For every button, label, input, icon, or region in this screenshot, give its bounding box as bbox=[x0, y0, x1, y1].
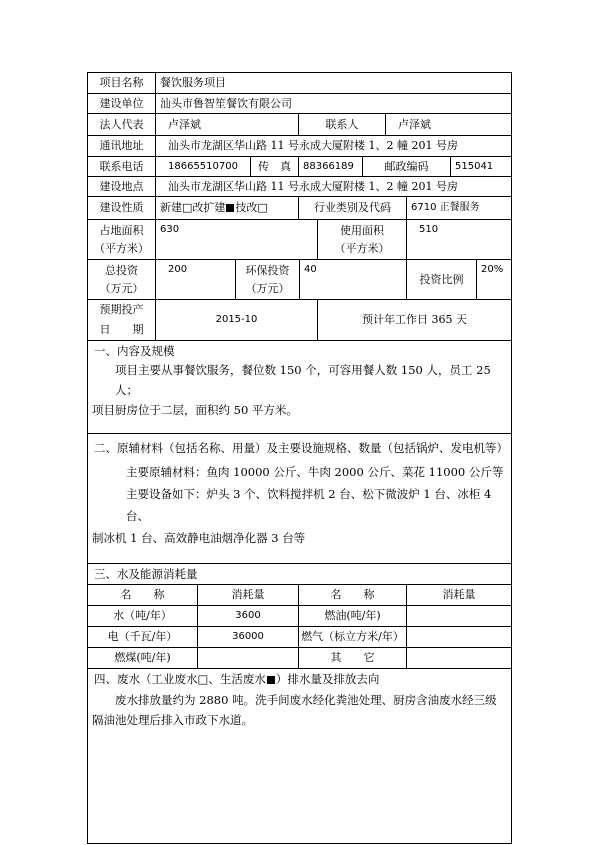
location-label: 建设地点 bbox=[99, 179, 144, 193]
use-area-label-2: （平方米） bbox=[334, 241, 390, 255]
env-investment-label bbox=[235, 260, 299, 299]
investment-ratio-label: 投资比例 bbox=[406, 260, 476, 299]
energy-name2: 燃气（标立方米/年） bbox=[298, 627, 406, 647]
fax-value: 88366189 bbox=[298, 157, 362, 176]
section2-body bbox=[92, 461, 507, 549]
land-area-label-1: 占地面积 bbox=[99, 223, 144, 237]
energy-table-header bbox=[88, 584, 511, 605]
section4-title-pre: 四、废水（工业废水□、生活废水 bbox=[94, 672, 266, 686]
total-investment-value: 200 bbox=[155, 260, 235, 299]
address-label: 通讯地址 bbox=[99, 139, 144, 152]
fax-label: 传 真 bbox=[250, 157, 298, 176]
production-date-label-1: 预期投产 bbox=[99, 303, 144, 316]
production-date-label-2: 日 期 bbox=[99, 323, 144, 336]
address-value: 汕头市龙湖区华山路 11 号永成大厦附楼 1、2 幢 201 号房 bbox=[155, 136, 511, 156]
contact-label: 联系人 bbox=[298, 114, 385, 135]
row-location bbox=[88, 176, 511, 196]
energy-name: 水（吨/年） bbox=[113, 609, 172, 622]
energy-amount: 3600 bbox=[197, 606, 298, 626]
section4-title bbox=[94, 671, 379, 687]
checked-box-icon bbox=[267, 676, 275, 684]
section-materials-equipment bbox=[88, 433, 511, 563]
energy-row bbox=[88, 626, 511, 647]
builder-label: 建设单位 bbox=[99, 96, 144, 110]
row-phone bbox=[88, 156, 511, 176]
energy-row bbox=[88, 647, 511, 668]
energy-name: 电（千瓦/年） bbox=[107, 630, 178, 643]
postal-value: 515041 bbox=[450, 157, 511, 176]
land-area-label bbox=[88, 220, 155, 259]
section1-title: 一、内容及规模 bbox=[94, 344, 175, 358]
section2-line1: 主要原辅材料：鱼肉 10000 公斤、牛肉 2000 公斤、菜花 11000 公斤等 bbox=[126, 465, 504, 479]
use-area-value: 510 bbox=[406, 220, 511, 259]
section2-title: 二、原辅材料（包括名称、用量）及主要设施规格、数量（包括锅炉、发电机等） bbox=[94, 441, 508, 455]
row-project-name bbox=[88, 73, 511, 93]
postal-label: 邮政编码 bbox=[362, 157, 450, 176]
location-value: 汕头市龙湖区华山路 11 号永成大厦附楼 1、2 幢 201 号房 bbox=[155, 177, 511, 196]
land-area-value: 630 bbox=[155, 220, 317, 259]
row-nature bbox=[88, 196, 511, 219]
env-investment-label-1: 环保投资 bbox=[245, 263, 290, 277]
row-investment bbox=[88, 259, 511, 299]
builder-value: 汕头市鲁智笙餐饮有限公司 bbox=[155, 94, 511, 113]
energy-name2: 燃油(吨/年) bbox=[298, 606, 406, 626]
section1-line1: 项目主要从事餐饮服务，餐位数 150 个，可容用餐人数 150 人，员工 25 人； bbox=[115, 363, 491, 397]
section1-body bbox=[92, 360, 507, 420]
section4-body bbox=[92, 690, 507, 730]
production-date-value: 2015-10 bbox=[155, 300, 317, 340]
use-area-label bbox=[317, 220, 406, 259]
row-address bbox=[88, 135, 511, 156]
industry-label: 行业类别及代码 bbox=[298, 197, 406, 219]
production-date-label bbox=[88, 300, 155, 340]
energy-amount2 bbox=[406, 648, 511, 668]
section4-line1: 废水排放量约为 2880 吨。洗手间废水经化粪池处理、厨房含油废水经三级 bbox=[115, 693, 497, 707]
section4-title-post: ）排水量及排放去向 bbox=[275, 672, 380, 686]
contact-value: 卢泽斌 bbox=[385, 114, 511, 135]
section-wastewater bbox=[88, 668, 511, 845]
section1-line2: 项目厨房位于二层，面积约 50 平方米。 bbox=[92, 403, 298, 417]
energy-row bbox=[88, 605, 511, 626]
section4-line2: 隔油池处理后排入市政下水道。 bbox=[92, 713, 253, 727]
row-area bbox=[88, 219, 511, 259]
legal-rep-label: 法人代表 bbox=[99, 117, 144, 131]
phone-value: 18665510700 bbox=[155, 157, 250, 176]
land-area-label-2: （平方米） bbox=[94, 241, 149, 255]
nature-value-pre: 新建□改扩建 bbox=[160, 201, 226, 214]
section3-title: 三、水及能源消耗量 bbox=[94, 567, 198, 581]
nature-value-post: 技改□ bbox=[235, 201, 268, 214]
investment-ratio-value: 20% bbox=[476, 260, 511, 299]
nature-label: 建设性质 bbox=[99, 201, 144, 214]
total-investment-label-1: 总投资 bbox=[105, 263, 138, 277]
annual-workdays: 预计年工作日 365 天 bbox=[317, 300, 511, 340]
project-name-label: 项目名称 bbox=[99, 76, 144, 89]
project-name-value: 餐饮服务项目 bbox=[155, 73, 511, 93]
energy-col-name: 名 称 bbox=[120, 588, 165, 601]
energy-amount2 bbox=[406, 606, 511, 626]
energy-name2: 其 它 bbox=[298, 648, 406, 668]
legal-rep-value: 卢泽斌 bbox=[155, 114, 298, 135]
checked-box-icon bbox=[226, 204, 234, 212]
energy-amount2 bbox=[406, 627, 511, 647]
section2-line3: 制冰机 1 台、高效静电油烟净化器 3 台等 bbox=[92, 531, 306, 545]
env-investment-value: 40 bbox=[299, 260, 406, 299]
section2-line2: 主要设备如下：炉头 3 个、饮料搅拌机 2 台、松下微波炉 1 台、冰柜 4 台、 bbox=[126, 487, 492, 523]
total-investment-label-2: （万元） bbox=[99, 281, 144, 295]
energy-amount: 36000 bbox=[197, 627, 298, 647]
nature-value bbox=[155, 197, 298, 219]
energy-col-amount2: 消耗量 bbox=[406, 585, 511, 605]
energy-col-amount: 消耗量 bbox=[197, 585, 298, 605]
row-legal-rep bbox=[88, 113, 511, 135]
row-builder bbox=[88, 93, 511, 113]
phone-label: 联系电话 bbox=[99, 159, 144, 173]
section-water-energy-title bbox=[88, 563, 511, 584]
energy-name: 燃煤(吨/年) bbox=[114, 651, 171, 664]
env-investment-label-2: （万元） bbox=[245, 281, 290, 295]
project-info-form bbox=[87, 72, 512, 844]
energy-col-name2: 名 称 bbox=[298, 585, 406, 605]
section-content-scale bbox=[88, 340, 511, 433]
row-schedule bbox=[88, 299, 511, 340]
energy-amount bbox=[197, 648, 298, 668]
total-investment-label bbox=[88, 260, 155, 299]
use-area-label-1: 使用面积 bbox=[340, 223, 384, 237]
industry-value: 6710 正餐服务 bbox=[406, 197, 511, 219]
